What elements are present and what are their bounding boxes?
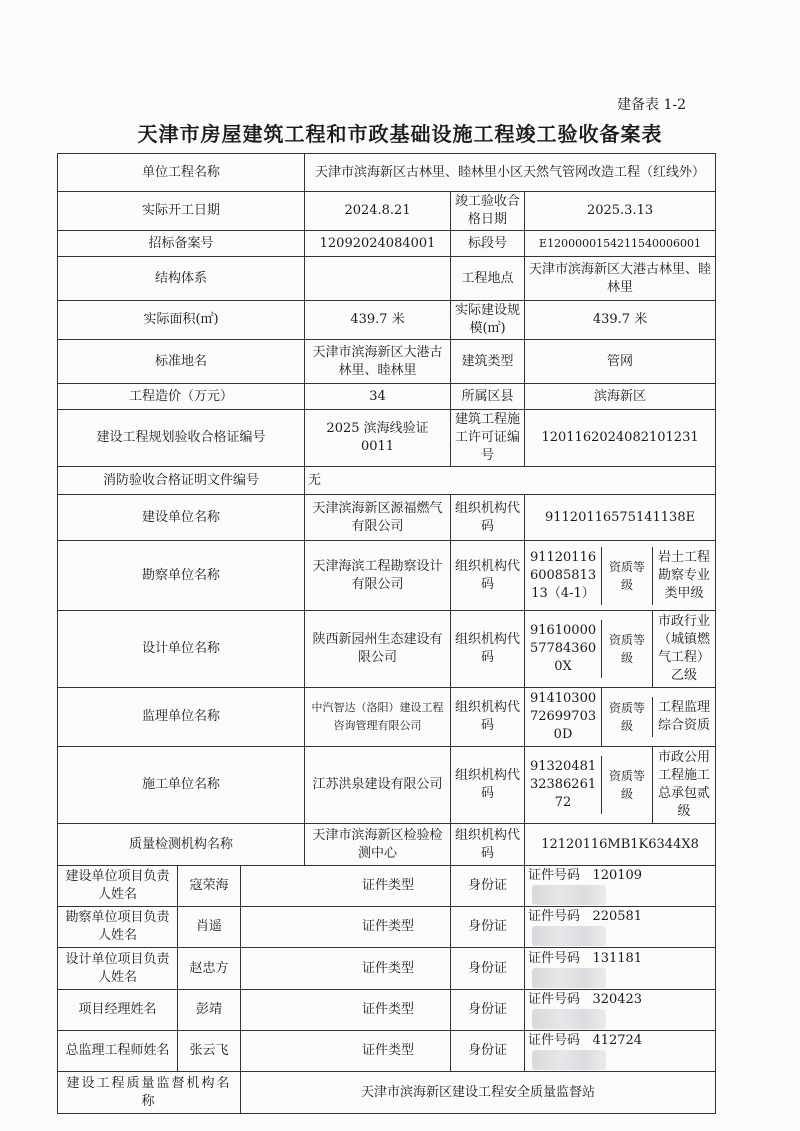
structure-value — [305, 257, 451, 301]
table-row — [58, 231, 716, 257]
unit-name: 天津滨海新区源福燃气有限公司 — [305, 495, 451, 541]
id-number-cell — [525, 866, 716, 907]
person-role: 勘察单位项目负责人姓名 — [58, 907, 178, 948]
id-type-label: 证件类型 — [241, 907, 451, 948]
page-title: 天津市房屋建筑工程和市政基础设施工程竣工验收备案表 — [137, 122, 663, 146]
table-row — [58, 824, 716, 866]
redacted-blur — [532, 1050, 606, 1070]
id-number-prefix: 320423 — [592, 992, 643, 1007]
unit-code: 91410300726997030D — [525, 688, 602, 746]
org-code-label: 组织机构代码 — [451, 824, 525, 866]
unit-level: 市政公用工程施工总承包贰级 — [652, 747, 715, 823]
table-row — [58, 154, 716, 192]
unit-label: 质量检测机构名称 — [58, 824, 305, 866]
unit-code-level — [525, 541, 716, 611]
id-number-prefix: 131181 — [592, 950, 643, 966]
unit-code: 91120116575141138E — [525, 495, 716, 541]
record-table — [57, 153, 716, 1114]
project-name-label: 单位工程名称 — [58, 154, 305, 192]
supervision-label: 建设工程质量监督机构名称 — [58, 1072, 241, 1114]
person-name: 肖遥 — [178, 907, 241, 948]
person-name: 张云飞 — [178, 1031, 241, 1072]
unit-name: 天津海滨工程勘察设计有限公司 — [305, 541, 451, 611]
table-row — [58, 541, 716, 611]
table-row — [58, 495, 716, 541]
unit-level: 工程监理综合资质 — [652, 697, 715, 737]
place-name-label: 标准地名 — [58, 340, 305, 384]
org-code-label: 组织机构代码 — [451, 611, 525, 688]
redacted-blur — [532, 968, 606, 988]
id-number-cell — [525, 948, 716, 990]
form-code: 建备表 1-2 — [617, 97, 686, 113]
id-number-cell — [525, 1031, 716, 1072]
id-type-value: 身份证 — [451, 866, 525, 907]
plan-cert-value: 2025 滨海线验证 0011 — [305, 410, 451, 467]
id-type-value: 身份证 — [451, 907, 525, 948]
id-type-value: 身份证 — [451, 1031, 525, 1072]
bid-no-value: 12092024084001 — [305, 231, 451, 257]
unit-code-level — [525, 611, 716, 688]
person-name: 寇荣海 — [178, 866, 241, 907]
table-row — [58, 1031, 716, 1072]
person-name: 彭靖 — [178, 990, 241, 1031]
district-value: 滨海新区 — [525, 384, 716, 410]
id-type-label: 证件类型 — [241, 866, 451, 907]
table-row — [58, 301, 716, 340]
id-number-cell — [525, 907, 716, 948]
table-row — [58, 866, 716, 907]
accept-date-label: 竣工验收合格日期 — [451, 192, 525, 231]
id-number-prefix: 220581 — [592, 909, 643, 924]
unit-label: 施工单位名称 — [58, 747, 305, 824]
table-row — [58, 467, 716, 495]
id-number-label: 证件号码 — [528, 1033, 581, 1048]
unit-label: 勘察单位名称 — [58, 541, 305, 611]
bid-no-label: 招标备案号 — [58, 231, 305, 257]
redacted-blur — [532, 1009, 606, 1029]
plan-cert-label: 建设工程规划验收合格证编号 — [58, 410, 305, 467]
scale-label: 实际建设规模(㎡) — [451, 301, 525, 340]
redacted-blur — [532, 885, 606, 905]
table-row — [58, 384, 716, 410]
table-row — [58, 611, 716, 688]
start-date-label: 实际开工日期 — [58, 192, 305, 231]
table-row — [58, 340, 716, 384]
person-role: 设计单位项目负责人姓名 — [58, 948, 178, 990]
unit-name: 江苏洪泉建设有限公司 — [305, 747, 451, 824]
unit-code: 12120116MB1K6344X8 — [525, 824, 716, 866]
table-row — [58, 907, 716, 948]
location-value: 天津市滨海新区大港古林里、睦林里 — [525, 257, 716, 301]
fire-cert-value: 无 — [305, 467, 716, 495]
unit-code: 911201166008581313（4-1） — [525, 547, 602, 605]
id-type-value: 身份证 — [451, 990, 525, 1031]
section-no-label: 标段号 — [451, 231, 525, 257]
id-number-label: 证件号码 — [528, 950, 581, 966]
start-date-value: 2024.8.21 — [305, 192, 451, 231]
qualification-label: 资质等级 — [609, 559, 646, 592]
unit-level: 市政行业（城镇燃气工程）乙级 — [652, 611, 715, 687]
id-number-prefix: 120109 — [592, 868, 643, 883]
area-value: 439.7 米 — [305, 301, 451, 340]
unit-name: 中汽智达（洛阳）建设工程咨询管理有限公司 — [305, 688, 451, 747]
id-type-label: 证件类型 — [241, 948, 451, 990]
id-number-label: 证件号码 — [528, 868, 581, 883]
table-row — [58, 1072, 716, 1114]
scale-value: 439.7 米 — [525, 301, 716, 340]
build-type-label: 建筑类型 — [451, 340, 525, 384]
build-type-value: 管网 — [525, 340, 716, 384]
org-code-label: 组织机构代码 — [451, 747, 525, 824]
id-type-value: 身份证 — [451, 948, 525, 990]
location-label: 工程地点 — [451, 257, 525, 301]
qualification-label: 资质等级 — [609, 769, 646, 801]
id-number-cell — [525, 990, 716, 1031]
org-code-label: 组织机构代码 — [451, 541, 525, 611]
table-row — [58, 410, 716, 467]
project-name-value: 天津市滨海新区古林里、睦林里小区天然气管网改造工程（红线外） — [305, 154, 716, 192]
permit-label: 建筑工程施工许可证编号 — [451, 410, 525, 467]
id-number-label: 证件号码 — [528, 909, 581, 924]
fire-cert-label: 消防验收合格证明文件编号 — [58, 467, 305, 495]
unit-code: 913204813238626172 — [525, 756, 602, 814]
cost-value: 34 — [305, 384, 451, 410]
person-role: 建设单位项目负责人姓名 — [58, 866, 178, 907]
unit-label: 监理单位名称 — [58, 688, 305, 747]
unit-name: 陕西新园州生态建设有限公司 — [305, 611, 451, 688]
qualification-label: 资质等级 — [609, 701, 646, 733]
supervision-value: 天津市滨海新区建设工程安全质量监督站 — [241, 1072, 716, 1114]
person-role: 总监理工程师姓名 — [58, 1031, 178, 1072]
person-role: 项目经理姓名 — [58, 990, 178, 1031]
unit-code: 91610000577843600X — [525, 620, 602, 678]
table-row — [58, 192, 716, 231]
unit-name: 天津市滨海新区检验检测中心 — [305, 824, 451, 866]
cost-label: 工程造价（万元） — [58, 384, 305, 410]
place-name-value: 天津市滨海新区大港古林里、睦林里 — [305, 340, 451, 384]
unit-level: 岩土工程勘察专业类甲级 — [652, 547, 715, 605]
table-row — [58, 948, 716, 990]
accept-date-value: 2025.3.13 — [525, 192, 716, 231]
table-row — [58, 257, 716, 301]
org-code-label: 组织机构代码 — [451, 688, 525, 747]
section-no-value: E1200000154211540006001 — [525, 231, 716, 257]
unit-label: 设计单位名称 — [58, 611, 305, 688]
qualification-label: 资质等级 — [609, 633, 646, 665]
area-label: 实际面积(㎡) — [58, 301, 305, 340]
district-label: 所属区县 — [451, 384, 525, 410]
id-type-label: 证件类型 — [241, 990, 451, 1031]
id-number-prefix: 412724 — [592, 1033, 643, 1048]
unit-code-level — [525, 747, 716, 824]
person-name: 赵忠方 — [178, 948, 241, 990]
unit-code-level — [525, 688, 716, 747]
permit-value: 1201162024082101231 — [525, 410, 716, 467]
structure-label: 结构体系 — [58, 257, 305, 301]
redacted-blur — [532, 926, 606, 946]
table-row — [58, 990, 716, 1031]
org-code-label: 组织机构代码 — [451, 495, 525, 541]
id-number-label: 证件号码 — [528, 992, 581, 1007]
id-type-label: 证件类型 — [241, 1031, 451, 1072]
table-row — [58, 688, 716, 747]
unit-label: 建设单位名称 — [58, 495, 305, 541]
table-row — [58, 747, 716, 824]
